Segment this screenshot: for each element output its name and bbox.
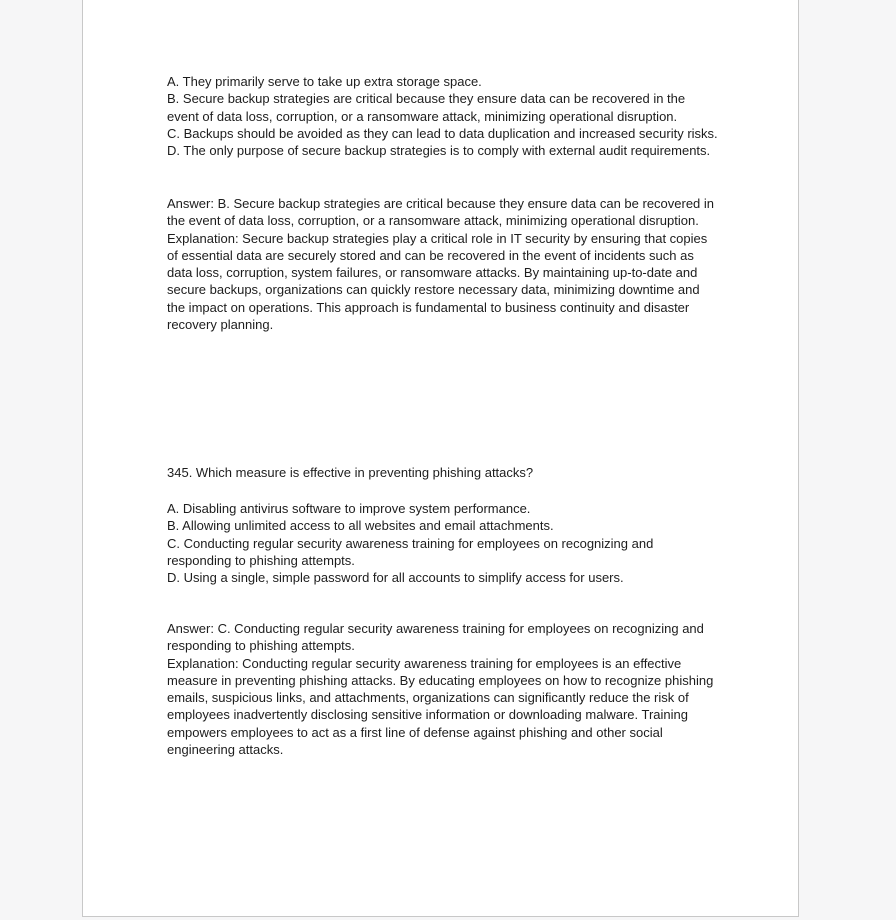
text-line: B. Secure backup strategies are critical because they ensure data can be recovered in the (167, 91, 686, 107)
text-line: the impact on operations. This approach is fundamental to business continuity and disaster (167, 299, 690, 315)
text-line: 345. Which measure is effective in preventing phishing attacks? (167, 465, 534, 480)
text-line: Explanation: Conducting regular security awareness training for employees is an effective (167, 655, 682, 671)
question-344-answer-explanation (167, 195, 787, 333)
text-line: secure backups, organizations can quickly restore necessary data, minimizing downtime and (167, 282, 700, 298)
text-line: recovery planning. (167, 317, 274, 333)
text-line: of essential data are securely stored and can be recovered in the event of incidents such as (167, 247, 694, 263)
text-line: C. Backups should be avoided as they can lead to data duplication and increased security risks. (167, 125, 718, 141)
text-line: B. Allowing unlimited access to all websites and email attachments. (167, 518, 554, 534)
text-line: D. Using a single, simple password for all accounts to simplify access for users. (167, 570, 624, 586)
text-line: A. Disabling antivirus software to improve system performance. (167, 501, 531, 516)
text-line: A. They primarily serve to take up extra storage space. (167, 74, 482, 89)
text-line: empowers employees to act as a first line of defense against phishing and other social (167, 724, 663, 740)
text-line: Answer: C. Conducting regular security awareness training for employees on recognizing and (167, 621, 704, 636)
text-line: engineering attacks. (167, 742, 284, 758)
question-345-title (167, 464, 787, 481)
text-line: Explanation: Secure backup strategies play a critical role in IT security by ensuring that copies (167, 230, 708, 246)
text-line: measure in preventing phishing attacks. By educating employees on how to recognize phishing (167, 672, 714, 688)
text-line: event of data loss, corruption, or a ransomware attack, minimizing operational disruption. (167, 108, 678, 124)
question-345-options (167, 500, 787, 586)
text-line: the event of data loss, corruption, or a ransomware attack, minimizing operational disruption. (167, 213, 699, 229)
text-line: emails, suspicious links, and attachments, organizations can significantly reduce the risk of (167, 690, 689, 706)
text-line: C. Conducting regular security awareness training for employees on recognizing and (167, 535, 654, 551)
text-line: responding to phishing attempts. (167, 638, 355, 654)
question-344-options (167, 73, 787, 159)
document-page (82, 0, 799, 917)
text-line: employees inadvertently disclosing sensitive information or downloading malware. Training (167, 707, 688, 723)
text-line: D. The only purpose of secure backup strategies is to comply with external audit requirements. (167, 143, 711, 159)
question-345-answer-explanation (167, 620, 787, 758)
text-line: data loss, corruption, system failures, or ransomware attacks. By maintaining up-to-date and (167, 265, 698, 281)
text-line: Answer: B. Secure backup strategies are critical because they ensure data can be recovered in (167, 196, 715, 211)
text-line: responding to phishing attempts. (167, 552, 355, 568)
